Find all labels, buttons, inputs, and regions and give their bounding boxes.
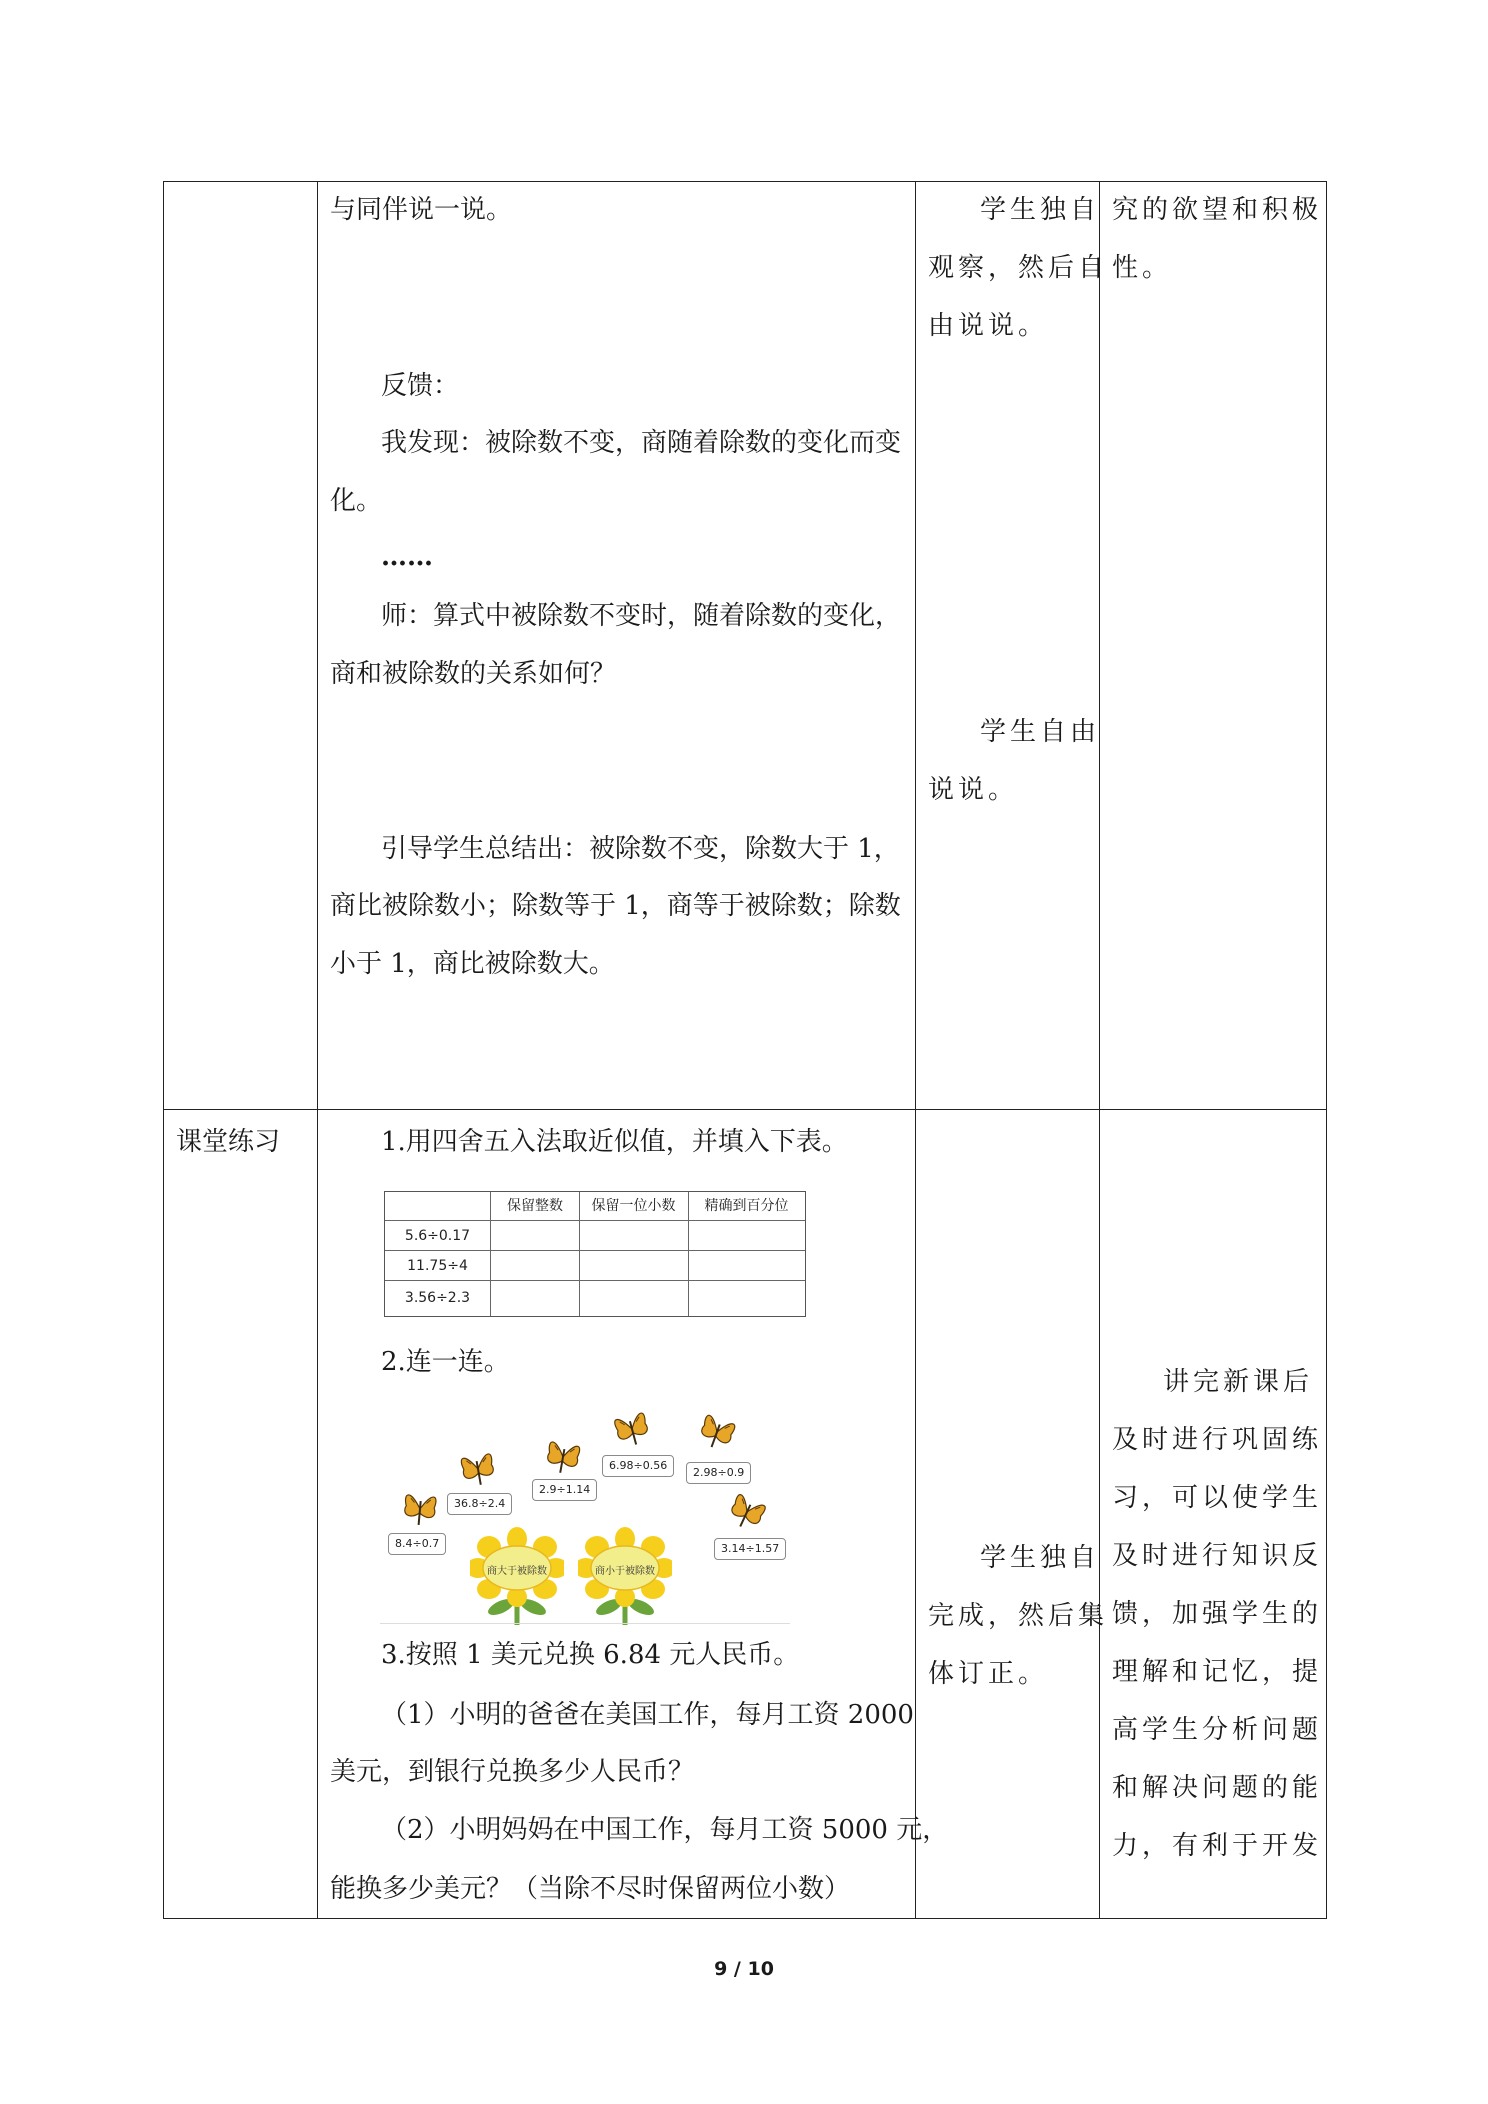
table-header: 保留一位小数 (591, 1198, 676, 1214)
table-row-label: 11.75÷4 (407, 1258, 468, 1274)
expression-card: 2.98÷0.9 (686, 1462, 751, 1484)
table-row-label: 3.56÷2.3 (404, 1290, 471, 1306)
teacher-text: 反馈： (381, 371, 460, 401)
butterfly-icon (691, 1404, 744, 1459)
student-text: 学生独自 (980, 1543, 1101, 1573)
intent-text: 馈，加强学生的 (1112, 1599, 1323, 1629)
column-divider (915, 182, 916, 1918)
table-row-line (385, 1250, 805, 1251)
question-text: 2.连一连。 (381, 1347, 510, 1377)
student-text: 由说说。 (928, 311, 1049, 341)
expression-card: 6.98÷0.56 (602, 1455, 674, 1477)
rounding-table (384, 1191, 806, 1317)
ellipsis-text: …… (381, 542, 433, 572)
question-text: 1.用四舍五入法取近似值，并填入下表。 (381, 1127, 848, 1157)
teacher-text: 小于 1，商比被除数大。 (330, 949, 615, 979)
intent-text: 习，可以使学生 (1112, 1483, 1323, 1513)
butterfly-icon (454, 1444, 501, 1494)
table-col-line (688, 1192, 689, 1316)
page-number: 9 / 10 (714, 1958, 774, 1980)
student-text: 完成，然后集 (928, 1601, 1109, 1631)
intent-text: 力，有利于开发 (1112, 1831, 1323, 1861)
intent-text: 和解决问题的能 (1112, 1773, 1323, 1803)
row-divider (164, 1109, 1326, 1110)
student-text: 说说。 (928, 775, 1019, 805)
question-text: 3.按照 1 美元兑换 6.84 元人民币。 (381, 1640, 800, 1670)
butterfly-icon (398, 1485, 442, 1532)
intent-text: 及时进行巩固练 (1112, 1425, 1323, 1455)
teacher-text: 师：算式中被除数不变时，随着除数的变化， (381, 601, 902, 631)
student-text: 学生独自 (980, 195, 1101, 225)
teacher-text: 化。 (330, 486, 383, 516)
table-col-line (579, 1192, 580, 1316)
intent-text: 讲完新课后 (1163, 1367, 1314, 1397)
student-text: 体订正。 (928, 1659, 1049, 1689)
teacher-text: 我发现：被除数不变，商随着除数的变化而变 (381, 428, 902, 458)
question-text: 美元，到银行兑换多少人民币？ (330, 1757, 695, 1787)
question-text: （1）小明的爸爸在美国工作，每月工资 2000 (381, 1700, 914, 1730)
table-row-label: 5.6÷0.17 (404, 1228, 471, 1244)
expression-card: 8.4÷0.7 (388, 1533, 446, 1555)
ground-line (380, 1623, 790, 1624)
stage-label: 课堂练习 (176, 1127, 281, 1157)
column-divider (1099, 182, 1100, 1918)
teacher-text: 商和被除数的关系如何？ (330, 659, 617, 689)
question-text: 能换多少美元？（当除不尽时保留两位小数） (330, 1874, 851, 1904)
teacher-text: 与同伴说一说。 (330, 195, 513, 225)
expression-card: 36.8÷2.4 (447, 1493, 512, 1515)
intent-text: 高学生分析问题 (1112, 1715, 1323, 1745)
expression-card: 2.9÷1.14 (532, 1479, 597, 1501)
sunflower (470, 1525, 564, 1625)
matching-illustration (380, 1395, 800, 1625)
student-text: 观察，然后自 (928, 253, 1109, 283)
teacher-text: 商比被除数小；除数等于 1，商等于被除数；除数 (330, 891, 901, 921)
student-text: 学生自由 (980, 717, 1101, 747)
butterfly-icon (607, 1403, 657, 1456)
flower-label: 商大于被除数 (487, 1566, 547, 1577)
intent-text: 理解和记忆，提 (1112, 1657, 1323, 1687)
butterfly-icon (720, 1484, 775, 1541)
table-header: 保留整数 (507, 1198, 563, 1214)
expression-card: 3.14÷1.57 (714, 1538, 786, 1560)
flower-label: 商小于被除数 (595, 1566, 655, 1577)
table-header: 精确到百分位 (704, 1198, 789, 1214)
intent-text: 及时进行知识反 (1112, 1541, 1323, 1571)
table-row-line (385, 1280, 805, 1281)
intent-text: 性。 (1112, 253, 1173, 283)
column-divider (317, 182, 318, 1918)
table-col-line (490, 1192, 491, 1316)
teacher-text: 引导学生总结出：被除数不变，除数大于 1， (381, 834, 900, 864)
table-row-line (385, 1220, 805, 1221)
question-text: （2）小明妈妈在中国工作，每月工资 5000 元， (381, 1815, 949, 1845)
intent-text: 究的欲望和积极 (1112, 195, 1323, 225)
sunflower (578, 1525, 672, 1625)
butterfly-icon (539, 1432, 586, 1482)
